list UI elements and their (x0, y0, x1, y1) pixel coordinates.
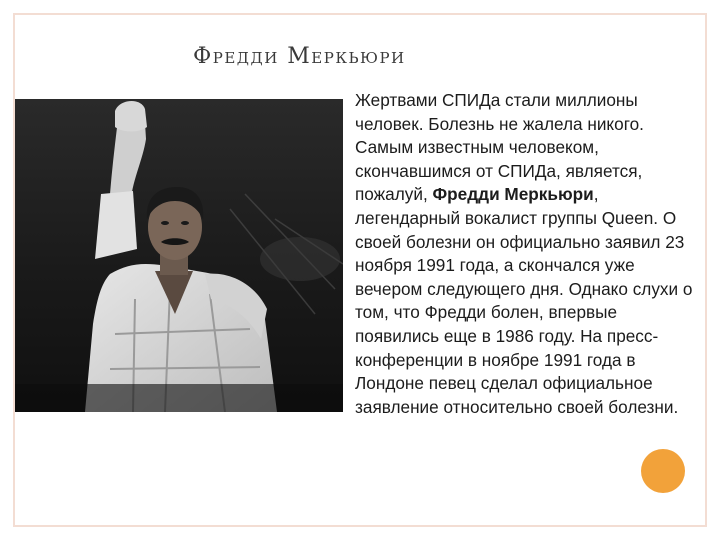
body-text-rest: , легендарный вокалист группы Queen. О своей болезни он официально заявил 23 ноября 1991 года, а скончался уже вечером следующего дня. Однако слухи о том, что Фредди болен, впервые появились еще в 1986 году. На пресс-конференции в ноябре 1991 года в Лондоне певец сделал официальное заявление относительно своей болезни. (355, 184, 693, 417)
accent-circle (641, 449, 685, 493)
freddie-mercury-photo (15, 99, 343, 412)
body-text-intro: Жертвами СПИДа стали миллионы человек. Болезнь не жалела никого. Самым известным человеком, скончавшимся от СПИДа, является, пожалуй, (355, 90, 644, 205)
name-highlight: Фредди Меркьюри (432, 184, 594, 205)
slide-title: Фредди Меркьюри (193, 44, 406, 69)
body-text (355, 89, 695, 419)
